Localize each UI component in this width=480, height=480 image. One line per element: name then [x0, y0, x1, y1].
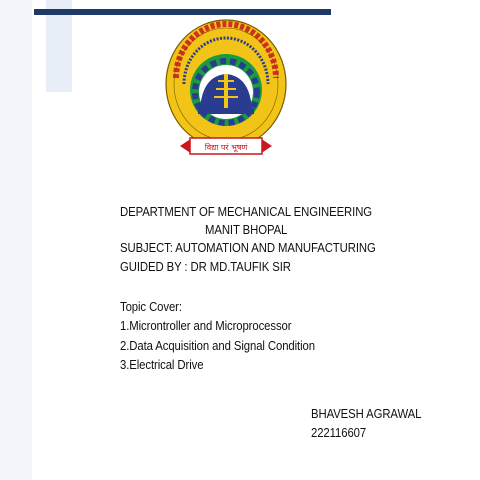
author-roll: 222116607 — [311, 426, 367, 440]
institute-logo — [162, 18, 290, 168]
left-decorative-strip — [0, 0, 32, 480]
topic-item: 2.Data Acquisition and Signal Condition — [120, 339, 315, 353]
institute-line: MANIT BHOPAL — [205, 223, 288, 237]
guide-line: GUIDED BY : DR MD.TAUFIK SIR — [120, 260, 291, 274]
top-accent-bar — [34, 9, 331, 15]
department-line: DEPARTMENT OF MECHANICAL ENGINEERING — [120, 205, 373, 219]
topics-heading: Topic Cover: — [120, 300, 182, 314]
topic-item: 3.Electrical Drive — [120, 358, 204, 372]
logo-motto: विद्या परं भूषणं — [204, 143, 248, 152]
subject-line: SUBJECT: AUTOMATION AND MANUFACTURING — [120, 241, 376, 255]
author-name: BHAVESH AGRAWAL — [311, 407, 422, 421]
topic-item: 1.Microntroller and Microprocessor — [120, 319, 292, 333]
